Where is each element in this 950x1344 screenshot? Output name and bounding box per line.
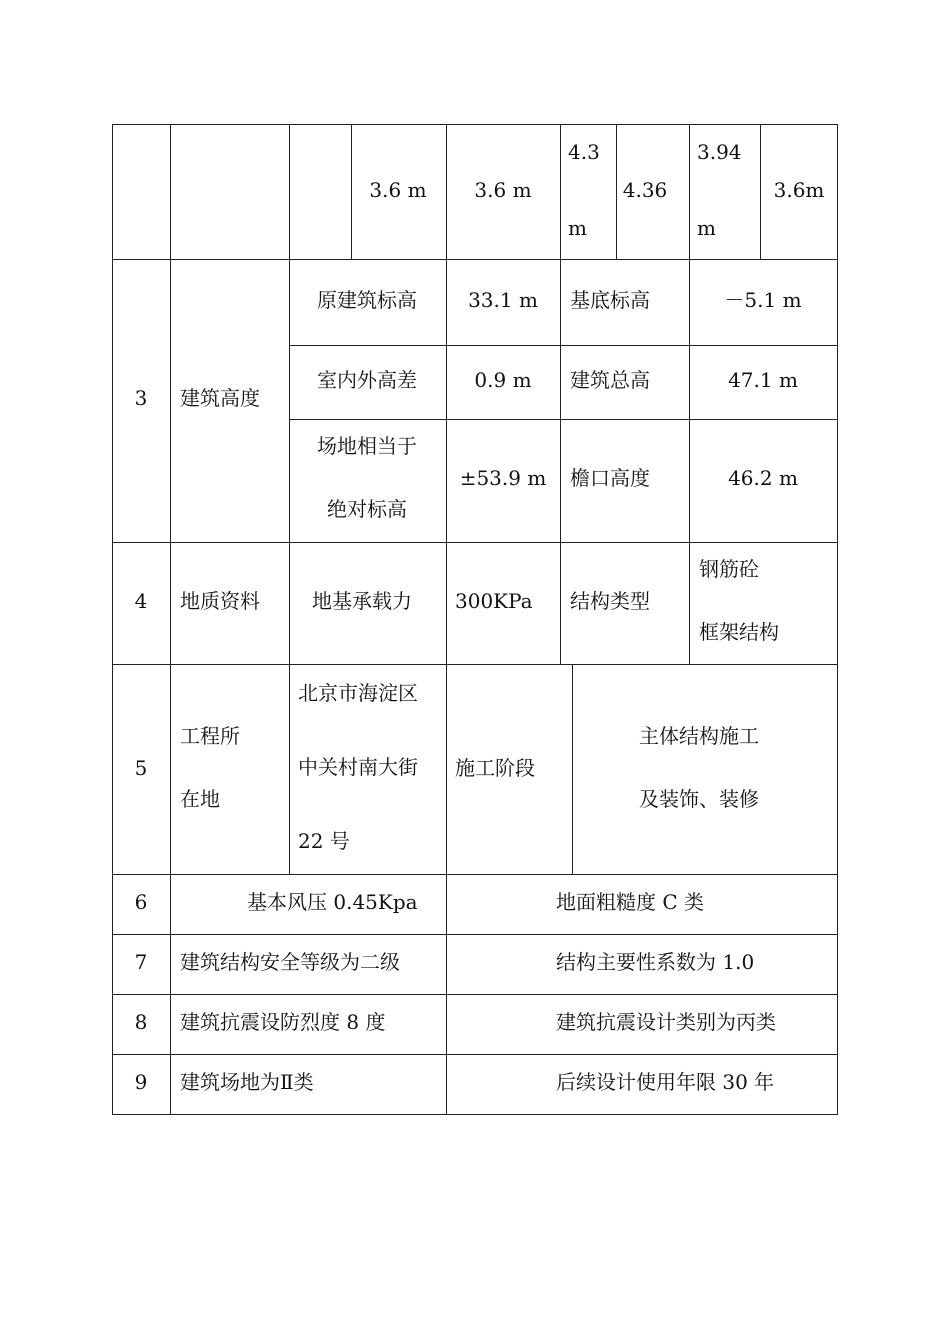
field-label: 场地相当于 <box>317 434 417 458</box>
field-value: 0.9 m <box>474 368 532 392</box>
floor-height-cell: 4.3 <box>568 140 600 164</box>
field-label: 基底标高 <box>570 288 650 312</box>
field-value: 300KPa <box>455 589 533 613</box>
floor-height-cell: 4.36 <box>622 178 668 202</box>
row-left-text: 基本风压 0.45Kpa <box>247 890 418 914</box>
address-line: 22 号 <box>298 829 350 853</box>
field-label: 施工阶段 <box>455 756 535 780</box>
field-value: 钢筋砼 <box>699 557 759 581</box>
floor-height-cell: 3.6 m <box>474 178 532 202</box>
field-label: 结构类型 <box>570 589 650 613</box>
field-label: 建筑总高 <box>570 368 650 392</box>
field-value: 33.1 m <box>468 288 538 312</box>
address-line: 北京市海淀区 <box>298 681 418 705</box>
row-right-text: 后续设计使用年限 30 年 <box>556 1070 775 1094</box>
floor-height-unit: m <box>568 216 587 240</box>
row-number: 5 <box>134 756 148 780</box>
field-value: 主体结构施工 <box>639 724 759 748</box>
row-right-text: 结构主要性系数为 1.0 <box>556 950 755 974</box>
field-value: 框架结构 <box>699 620 779 644</box>
field-label: 室内外高差 <box>317 368 417 392</box>
row-left-text: 建筑抗震设防烈度 8 度 <box>180 1010 386 1034</box>
floor-height-unit: m <box>697 216 716 240</box>
address-line: 中关村南大街 <box>298 755 418 779</box>
field-label: 原建筑标高 <box>317 288 417 312</box>
field-label: 绝对标高 <box>327 497 407 521</box>
floor-height-cell: 3.6m <box>773 178 825 202</box>
row-number: 7 <box>134 950 148 974</box>
row-label: 在地 <box>180 787 220 811</box>
field-value: ±53.9 m <box>459 466 547 490</box>
field-value: 及装饰、装修 <box>639 787 759 811</box>
row-number: 8 <box>134 1010 148 1034</box>
floor-height-cell: 3.6 m <box>369 178 427 202</box>
field-value: 47.1 m <box>728 368 798 392</box>
field-label: 檐口高度 <box>570 466 650 490</box>
row-label: 建筑高度 <box>180 386 260 410</box>
row-right-text: 建筑抗震设计类别为丙类 <box>556 1010 776 1034</box>
row-label: 工程所 <box>180 724 240 748</box>
field-value: －5.1 m <box>724 288 802 312</box>
row-left-text: 建筑场地为Ⅱ类 <box>180 1070 314 1094</box>
field-label: 地基承载力 <box>312 589 412 613</box>
row-number: 9 <box>134 1070 148 1094</box>
row-left-text: 建筑结构安全等级为二级 <box>180 950 400 974</box>
field-value: 46.2 m <box>728 466 798 490</box>
row-right-text: 地面粗糙度 C 类 <box>556 890 705 914</box>
floor-height-cell: 3.94 <box>697 140 742 164</box>
row-label: 地质资料 <box>180 589 260 613</box>
row-number: 4 <box>134 589 148 613</box>
row-number: 6 <box>134 890 148 914</box>
row-number: 3 <box>134 386 148 410</box>
